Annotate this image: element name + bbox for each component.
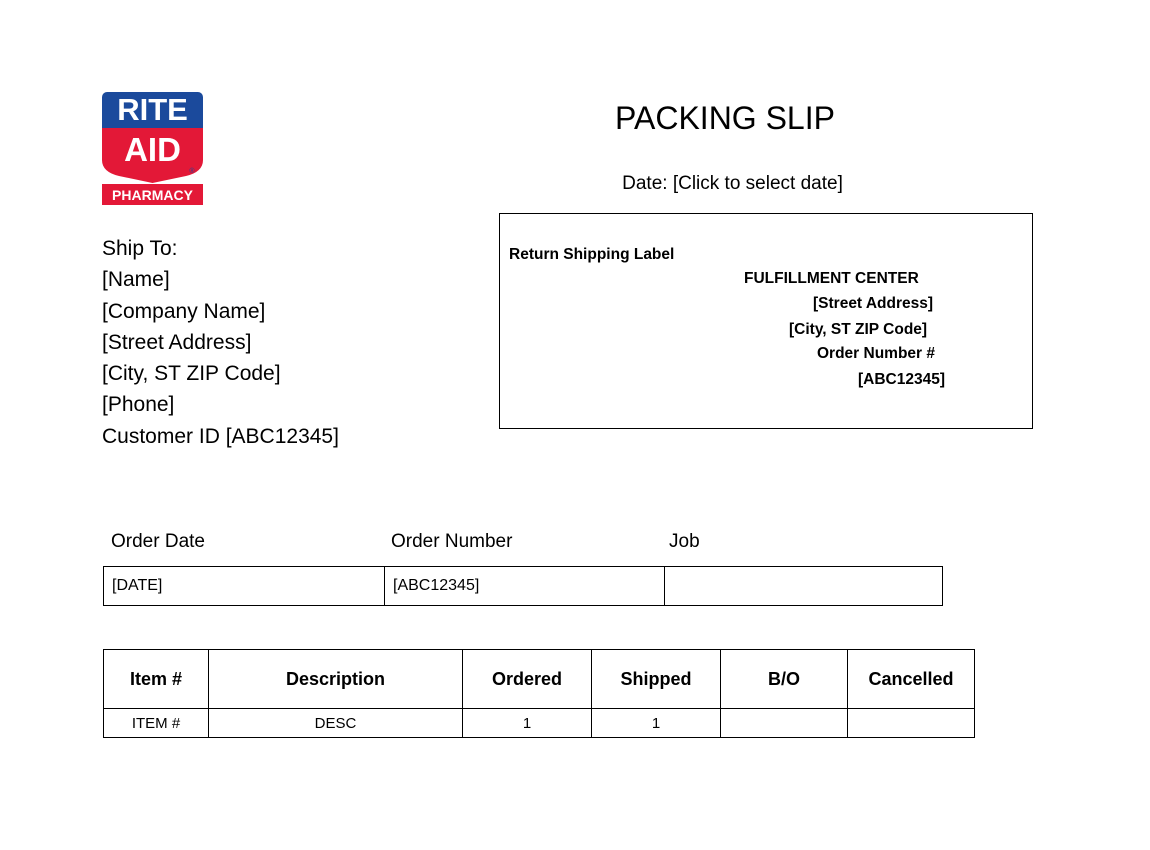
job-label: Job bbox=[669, 531, 700, 552]
ship-to-phone[interactable]: [Phone] bbox=[102, 393, 175, 417]
logo-rite-text: RITE bbox=[117, 92, 188, 127]
date-field[interactable]: Date: [Click to select date] bbox=[622, 173, 843, 194]
order-date-label: Order Date bbox=[111, 531, 205, 552]
col-item-number: Item # bbox=[104, 650, 209, 709]
return-order-number[interactable]: [ABC12345] bbox=[858, 371, 946, 388]
cancelled-cell[interactable] bbox=[848, 709, 975, 738]
order-date-value[interactable]: [DATE] bbox=[104, 567, 385, 606]
return-shipping-label-box bbox=[499, 213, 1033, 429]
ship-to-name[interactable]: [Name] bbox=[102, 268, 170, 292]
ship-to-customer-id[interactable]: Customer ID [ABC12345] bbox=[102, 424, 339, 448]
description-cell[interactable]: DESC bbox=[209, 709, 463, 738]
col-ordered: Ordered bbox=[463, 650, 592, 709]
ship-to-heading: Ship To: bbox=[102, 237, 178, 260]
return-order-label: Order Number # bbox=[817, 345, 936, 362]
logo-aid-text: AID bbox=[124, 131, 181, 168]
items-table bbox=[103, 649, 975, 738]
logo-pharmacy-text: PHARMACY bbox=[112, 187, 193, 203]
table-row bbox=[104, 709, 975, 738]
item-number-cell[interactable]: ITEM # bbox=[104, 709, 209, 738]
order-info-row bbox=[104, 567, 943, 606]
ordered-cell[interactable]: 1 bbox=[463, 709, 592, 738]
job-value[interactable] bbox=[665, 567, 943, 606]
ship-to-street[interactable]: [Street Address] bbox=[102, 330, 252, 354]
rite-aid-pharmacy-logo bbox=[102, 92, 203, 205]
items-header-row bbox=[104, 650, 975, 709]
ship-to-city[interactable]: [City, ST ZIP Code] bbox=[102, 362, 281, 386]
return-city[interactable]: [City, ST ZIP Code] bbox=[789, 321, 928, 338]
return-street[interactable]: [Street Address] bbox=[813, 295, 934, 312]
col-shipped: Shipped bbox=[592, 650, 721, 709]
col-cancelled: Cancelled bbox=[848, 650, 975, 709]
col-description: Description bbox=[209, 650, 463, 709]
order-info-table bbox=[103, 566, 943, 606]
logo-registered-mark: ® bbox=[189, 168, 195, 175]
fulfillment-center-name: FULFILLMENT CENTER bbox=[744, 270, 919, 287]
ship-to-company[interactable]: [Company Name] bbox=[102, 299, 266, 323]
back-order-cell[interactable] bbox=[721, 709, 848, 738]
order-number-value[interactable]: [ABC12345] bbox=[385, 567, 665, 606]
page-title: PACKING SLIP bbox=[615, 100, 835, 136]
return-label-heading: Return Shipping Label bbox=[509, 246, 675, 263]
col-back-order: B/O bbox=[721, 650, 848, 709]
ship-to-block bbox=[102, 233, 339, 452]
order-number-label: Order Number bbox=[391, 531, 513, 552]
shipped-cell[interactable]: 1 bbox=[592, 709, 721, 738]
